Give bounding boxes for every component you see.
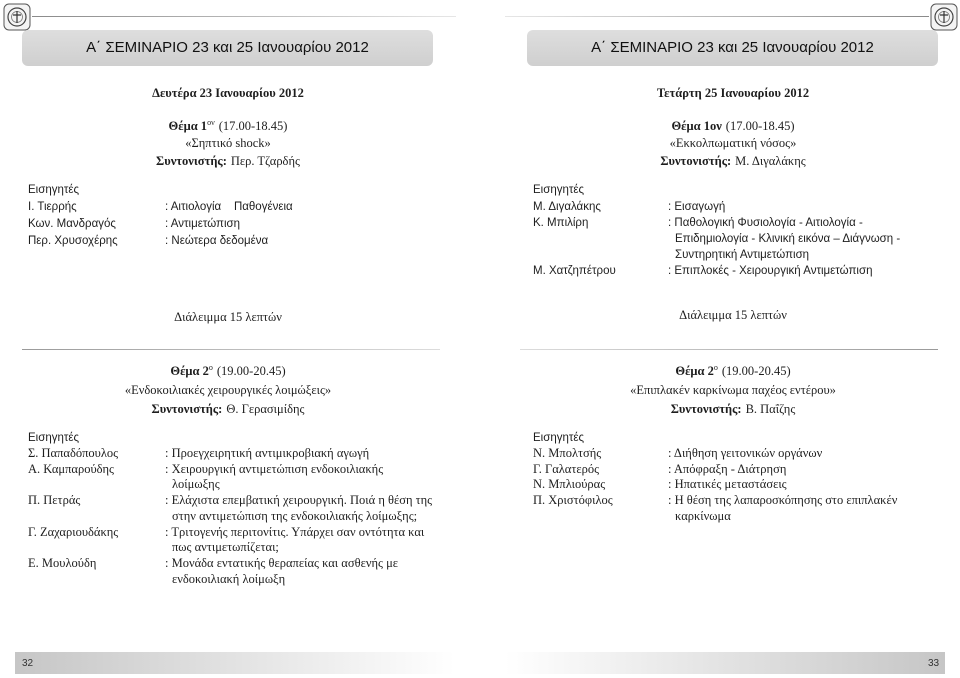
speaker-name: Γ. Γαλατερός <box>533 461 600 476</box>
session-title: «Σηπτικό shock» <box>185 136 271 150</box>
topic-line: : Παθολογική Φυσιολογία - Αιτιολογία - <box>668 217 863 229</box>
speaker-topic <box>668 446 822 462</box>
speaker-row <box>28 556 432 587</box>
page-header: Α΄ ΣΕΜΙΝΑΡΙΟ 23 και 25 Ιανουαρίου 2012 <box>527 30 938 66</box>
session-time: (19.00-20.45) <box>216 364 286 378</box>
topic-line: πως αντιμετωπίζεται; <box>172 540 279 555</box>
session-coordinator <box>527 153 939 169</box>
speaker-row <box>533 446 897 462</box>
speakers-list <box>28 199 293 250</box>
speaker-name: Γ. Ζαχαριουδάκης <box>28 524 119 539</box>
topic-line: : Μονάδα εντατικής θεραπείας και ασθενής με <box>165 555 399 570</box>
speaker-name: Ι. Τιερρής <box>28 201 77 213</box>
speaker-topic <box>165 199 293 216</box>
speaker-row <box>533 199 900 215</box>
coordinator-label: Συντονιστής: <box>151 402 223 416</box>
coordinator-label: Συντονιστής: <box>660 154 732 168</box>
session-time: (17.00-18.45) <box>218 119 288 133</box>
topic-line: : Προεγχειρητική αντιμικροβιακή αγωγή <box>165 446 370 460</box>
page-number: 33 <box>928 658 940 669</box>
topic-line: : Αντιμετώπιση <box>165 218 240 230</box>
session-heading <box>22 118 434 134</box>
speaker-topic <box>165 446 369 462</box>
session-ordinal: ο <box>208 363 213 372</box>
session-label: Θέμα 1 <box>168 119 208 133</box>
speaker-name: Μ. Διγαλάκης <box>533 201 601 213</box>
topic-line: Συντηρητική Αντιμετώπιση <box>675 249 810 261</box>
speaker-name: Α. Καμπαρούδης <box>28 461 115 476</box>
page-header: Α΄ ΣΕΜΙΝΑΡΙΟ 23 και 25 Ιανουαρίου 2012 <box>22 30 433 66</box>
session-heading <box>22 363 434 379</box>
speaker-topic <box>668 215 900 263</box>
coordinator-name: Θ. Γερασιμίδης <box>226 402 305 416</box>
speaker-row <box>28 525 432 556</box>
speaker-row <box>28 493 432 524</box>
speaker-topic <box>668 477 787 493</box>
topic-line: : Χειρουργική αντιμετώπιση ενδοκοιλιακής <box>165 461 384 476</box>
speaker-row <box>533 263 900 279</box>
coordinator-name: Μ. Διγαλάκης <box>735 154 806 168</box>
topic-line: : Ελάχιστα επεμβατική χειρουργική. Ποιά η θέση της <box>165 493 433 508</box>
session-time: (17.00-18.45) <box>725 119 795 133</box>
topic-line: λοίμωξης <box>172 477 220 492</box>
speaker-topic <box>165 525 424 556</box>
speaker-name: Π. Πετράς <box>28 493 81 508</box>
top-rule <box>505 16 929 17</box>
speaker-topic <box>668 263 872 279</box>
speaker-row <box>533 462 897 478</box>
break-notice: Διάλειμμα 15 λεπτών <box>679 308 787 322</box>
session-heading <box>527 363 939 379</box>
topic-line: Επιδημιολογία - Κλινική εικόνα – Διάγνωση - <box>675 233 901 245</box>
session-heading <box>527 118 939 134</box>
topic-line: : Απόφραξη - Διάτρηση <box>668 461 787 476</box>
speaker-row <box>28 216 293 233</box>
session-time: (19.00-20.45) <box>721 364 791 378</box>
logo-icon <box>3 3 31 31</box>
logo-icon <box>930 3 958 31</box>
topic-line: : Τριτογενής περιτονίτις. Υπάρχει σαν οντότητα και <box>165 524 425 539</box>
top-rule <box>32 16 456 17</box>
topic-line: στην αντιμετώπιση της ενδοκοιλιακής λοίμωξης; <box>172 508 418 523</box>
speaker-name: Μ. Χατζηπέτρου <box>533 265 616 277</box>
topic-line: : Επιπλοκές - Χειρουργική Αντιμετώπιση <box>668 265 873 277</box>
session-coordinator <box>22 401 434 417</box>
topic-line: καρκίνωμα <box>675 508 731 523</box>
speaker-name: Ν. Μπλιούρας <box>533 477 606 492</box>
session-label: Θέμα 1ον <box>671 119 722 133</box>
topic-line: : Η θέση της λαπαροσκόπησης στο επιπλακέν <box>668 493 898 508</box>
page-right <box>480 0 960 678</box>
topic-line: : Νεώτερα δεδομένα <box>165 235 269 247</box>
speaker-name: Περ. Χρυσοχέρης <box>28 235 118 247</box>
speaker-topic <box>165 493 432 524</box>
speaker-row <box>533 477 897 493</box>
speaker-row <box>28 462 432 493</box>
speaker-topic <box>668 462 786 478</box>
speaker-topic <box>165 216 240 233</box>
page-number: 32 <box>22 658 34 669</box>
speaker-name: Κ. Μπιλίρη <box>533 217 589 229</box>
speakers-list <box>28 446 432 587</box>
coordinator-label: Συντονιστής: <box>156 154 227 168</box>
speaker-name: Ν. Μπολτσής <box>533 446 602 460</box>
topic-line: : Αιτιολογία Παθογένεια <box>165 201 293 213</box>
topic-line: ενδοκοιλιακή λοίμωξη <box>172 571 286 586</box>
speaker-row <box>533 215 900 263</box>
topic-line: : Ηπατικές μεταστάσεις <box>668 477 787 492</box>
day-title: Τετάρτη 25 Ιανουαρίου 2012 <box>656 86 810 100</box>
speaker-name: Σ. Παπαδόπουλος <box>28 446 119 460</box>
speakers-label: Εισηγητές <box>28 432 80 444</box>
footer-band <box>505 652 945 674</box>
session-title: «Εκκολπωματική νόσος» <box>669 136 797 150</box>
speakers-list <box>533 446 897 525</box>
coordinator-name: Περ. Τζαρδής <box>230 154 300 168</box>
speaker-name: Π. Χριστόφιλος <box>533 493 613 508</box>
day-title: Δευτέρα 23 Ιανουαρίου 2012 <box>152 86 304 100</box>
topic-line: : Διήθηση γειτονικών οργάνων <box>668 446 823 460</box>
coordinator-label: Συντονιστής: <box>670 402 742 416</box>
speaker-topic <box>165 462 383 493</box>
speaker-row <box>28 446 432 462</box>
speaker-topic <box>668 199 725 215</box>
speaker-name: Ε. Μουλούδη <box>28 555 97 570</box>
speakers-label: Εισηγητές <box>533 184 585 196</box>
section-divider <box>520 349 938 350</box>
speaker-topic <box>165 233 268 250</box>
speaker-topic <box>165 556 398 587</box>
session-coordinator <box>527 401 939 417</box>
footer-band <box>15 652 455 674</box>
speaker-row <box>28 199 293 216</box>
session-coordinator <box>22 153 434 169</box>
session-label: Θέμα 2 <box>675 364 714 378</box>
section-divider <box>22 349 440 350</box>
speakers-list <box>533 199 900 279</box>
speaker-topic <box>668 493 897 524</box>
speaker-row <box>533 493 897 524</box>
session-ordinal: ον <box>207 118 215 127</box>
topic-line: : Εισαγωγή <box>668 201 726 213</box>
coordinator-name: Β. Παΐζης <box>745 402 796 416</box>
speaker-row <box>28 233 293 250</box>
speakers-label: Εισηγητές <box>533 432 585 444</box>
session-label: Θέμα 2 <box>170 364 209 378</box>
session-title: «Ενδοκοιλιακές χειρουργικές λοιμώξεις» <box>124 383 332 397</box>
session-title: «Επιπλακέν καρκίνωμα παχέος εντέρου» <box>630 383 836 397</box>
break-notice: Διάλειμμα 15 λεπτών <box>174 310 282 324</box>
session-ordinal: ο <box>713 363 718 372</box>
speakers-label: Εισηγητές <box>28 184 80 196</box>
speaker-name: Κων. Μανδραγός <box>28 218 116 230</box>
